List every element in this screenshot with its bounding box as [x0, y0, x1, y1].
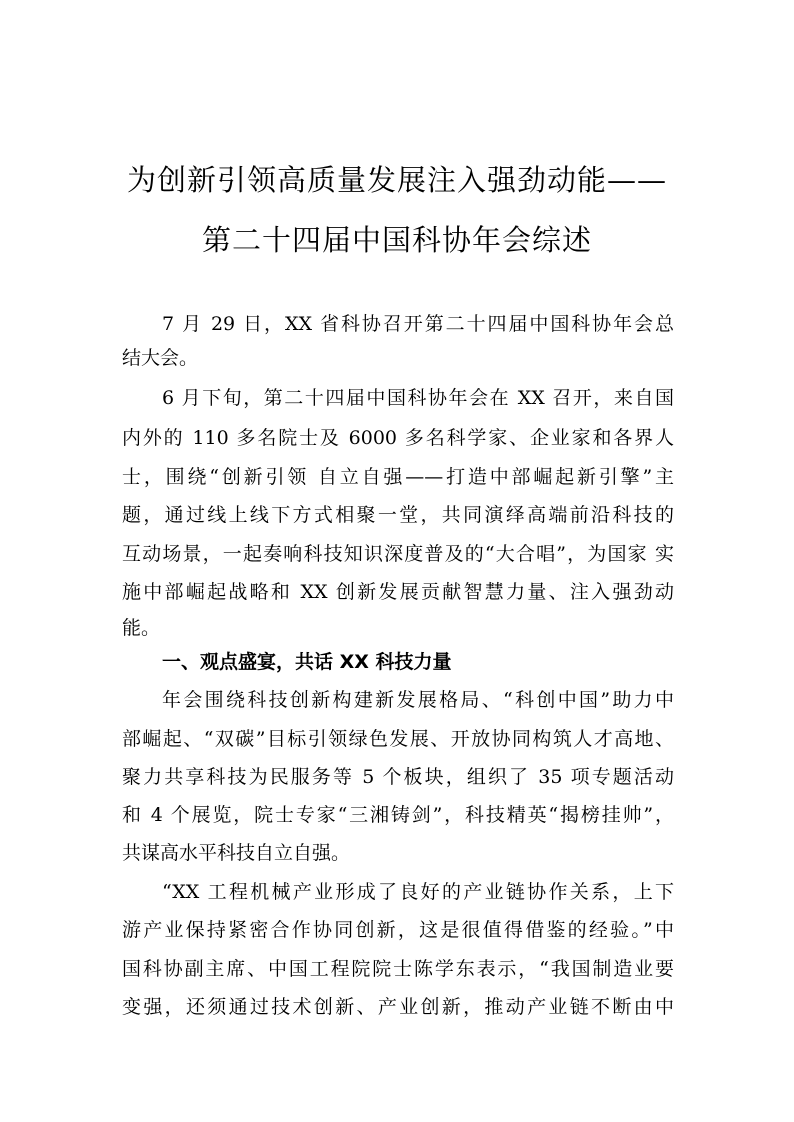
body-line: 游产业保持紧密合作协同创新，这是很值得借鉴的经验。”中 [122, 919, 674, 941]
body-line: 题，通过线上线下方式相聚一堂，共同演绎高端前沿科技的 [122, 504, 674, 526]
body-line: 年会围绕科技创新构建新发展格局、“科创中国”助力中 [162, 689, 674, 711]
document-title-line-1: 为创新引领高质量发展注入强劲动能—— [126, 163, 667, 197]
body-line: 6 月下旬，第二十四届中国科协年会在 XX 召开，来自国 [162, 387, 674, 409]
section-heading: 一、观点盛宴，共话 XX 科技力量 [162, 651, 452, 673]
body-line: 聚力共享科技为民服务等 5 个板块，组织了 35 项专题活动 [122, 766, 674, 788]
body-line: 结大会。 [122, 347, 199, 369]
document-title-line-2: 第二十四届中国科协年会综述 [201, 223, 592, 257]
body-line: 变强，还须通过技术创新、产业创新，推动产业链不断由中 [122, 996, 674, 1018]
body-line: 内外的 110 多名院士及 6000 多名科学家、企业家和各界人 [122, 427, 674, 449]
body-line: “XX 工程机械产业形成了良好的产业链协作关系，上下 [162, 881, 674, 903]
body-line: 部崛起、“双碳”目标引领绿色发展、开放协同构筑人才高地、 [122, 728, 674, 750]
body-line: 能。 [122, 617, 161, 639]
body-line: 和 4 个展览，院士专家“三湘铸剑”，科技精英“揭榜挂帅”， [122, 804, 674, 826]
body-line: 7 月 29 日，XX 省科协召开第二十四届中国科协年会总 [162, 313, 674, 335]
body-line: 士，围绕“创新引领 自立自强——打造中部崛起新引擎”主 [122, 466, 674, 488]
body-line: 国科协副主席、中国工程院院士陈学东表示，“我国制造业要 [122, 958, 674, 980]
body-line: 施中部崛起战略和 XX 创新发展贡献智慧力量、注入强劲动 [122, 581, 674, 603]
body-line: 互动场景，一起奏响科技知识深度普及的“大合唱”，为国家 实 [122, 543, 674, 565]
body-line: 共谋高水平科技自立自强。 [122, 842, 351, 864]
